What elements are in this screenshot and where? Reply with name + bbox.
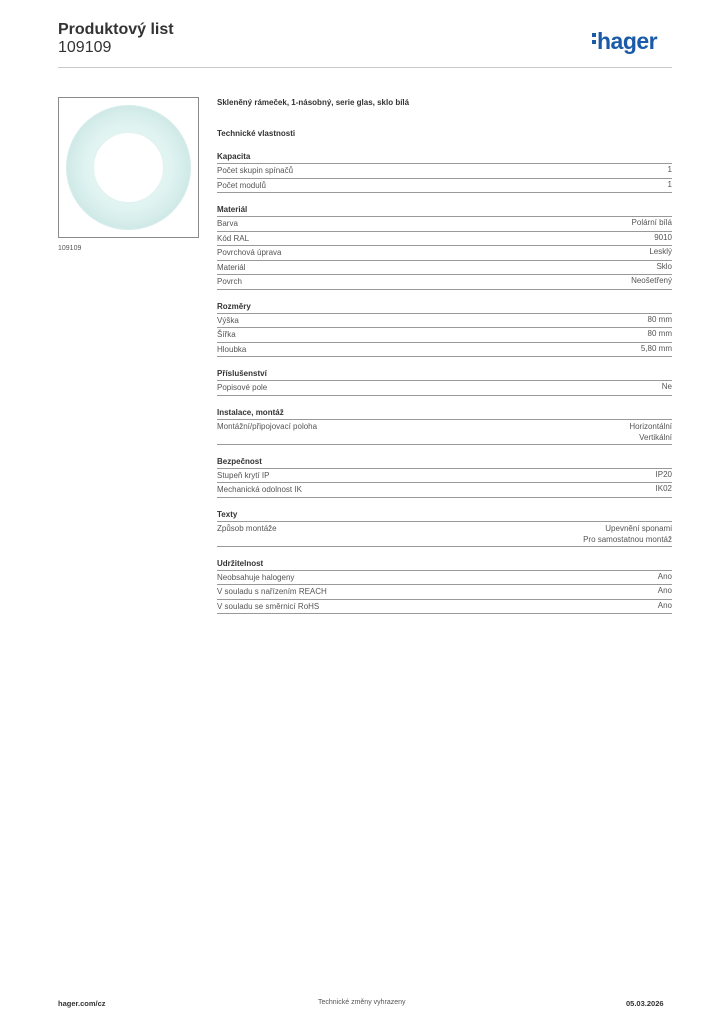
spec-row xyxy=(217,179,672,194)
section-title: Příslušenství xyxy=(217,368,672,381)
spec-value-line: Ano xyxy=(657,571,672,581)
spec-row xyxy=(217,571,672,586)
spec-label: Způsob montáže xyxy=(217,523,277,533)
spec-label: Počet skupin spínačů xyxy=(217,166,294,175)
spec-value xyxy=(632,217,672,231)
spec-label: Hloubka xyxy=(217,344,247,354)
spec-label: V souladu s nařízením REACH xyxy=(217,587,327,596)
spec-row xyxy=(217,522,672,547)
spec-value xyxy=(656,483,672,497)
spec-value-line: Horizontální xyxy=(629,421,672,431)
spec-value xyxy=(648,314,672,328)
hager-logo xyxy=(592,28,657,55)
section-title: Materiál xyxy=(217,204,672,217)
spec-value xyxy=(649,246,672,260)
spec-value-line: 9010 xyxy=(654,232,672,242)
section-title: Rozměry xyxy=(217,301,672,314)
spec-label: Počet modulů xyxy=(217,180,266,190)
spec-value-line: Neošetřený xyxy=(631,276,672,285)
section-title: Udržitelnost xyxy=(217,558,672,571)
spec-label: Šířka xyxy=(217,330,236,339)
spec-row xyxy=(217,232,672,247)
spec-label: Povrch xyxy=(217,277,242,286)
spec-value-line: 1 xyxy=(667,165,672,174)
spec-value-line: Ano xyxy=(657,586,672,595)
spec-row xyxy=(217,275,672,290)
spec-section xyxy=(217,558,672,615)
spec-value-line: 80 mm xyxy=(647,314,672,324)
section-title: Texty xyxy=(217,509,672,522)
spec-value-line: 5,80 mm xyxy=(640,343,672,353)
spec-value xyxy=(668,179,672,193)
spec-section xyxy=(217,456,672,498)
spec-value xyxy=(658,600,672,614)
spec-label: Barva xyxy=(217,219,238,228)
footer-disclaimer: Technické změny vyhrazeny xyxy=(318,999,406,1006)
logo-dots-icon xyxy=(592,33,596,47)
spec-value-line: Upevnění sponami xyxy=(605,523,672,533)
footer-website[interactable]: hager.com/cz xyxy=(58,999,106,1008)
spec-label: Neobsahuje halogeny xyxy=(217,572,295,582)
spec-section xyxy=(217,301,672,358)
spec-label: V souladu se směrnicí RoHS xyxy=(217,601,320,611)
spec-label: Kód RAL xyxy=(217,233,250,243)
tech-properties-title: Technické vlastnosti xyxy=(217,129,296,138)
spec-value-line: Vertikální xyxy=(639,432,672,442)
product-image xyxy=(58,97,199,238)
spec-value xyxy=(656,261,672,275)
document-code: 109109 xyxy=(58,39,112,56)
spec-row xyxy=(217,420,672,445)
image-caption: 109109 xyxy=(58,245,82,252)
spec-value xyxy=(654,232,672,246)
spec-section xyxy=(217,407,672,445)
document-title: Produktový list xyxy=(58,21,174,38)
spec-section xyxy=(217,151,672,193)
spec-value xyxy=(658,571,672,585)
spec-value-line: Polární bílá xyxy=(631,218,672,227)
product-title: Skleněný rámeček, 1-násobný, serie glas, sklo bílá xyxy=(217,98,410,107)
spec-row xyxy=(217,328,672,343)
spec-value xyxy=(656,469,672,483)
spec-value-line: Ano xyxy=(657,600,672,610)
spec-value-line: Ne xyxy=(661,382,672,391)
spec-row xyxy=(217,469,672,484)
spec-label: Montážní/připojovací poloha xyxy=(217,421,318,431)
spec-label: Materiál xyxy=(217,262,246,272)
spec-content xyxy=(217,96,672,614)
spec-label: Popisové pole xyxy=(217,383,268,392)
spec-label: Stupeň krytí IP xyxy=(217,470,270,480)
spec-label: Povrchová úprava xyxy=(217,248,282,257)
spec-value-line: IK02 xyxy=(655,484,672,493)
spec-row xyxy=(217,217,672,232)
spec-row xyxy=(217,600,672,615)
spec-section xyxy=(217,368,672,396)
spec-value xyxy=(658,585,672,599)
spec-value-line: IP20 xyxy=(655,469,672,479)
spec-row xyxy=(217,164,672,179)
spec-value-line: Lesklý xyxy=(649,247,672,256)
spec-row xyxy=(217,483,672,498)
spec-value xyxy=(648,328,672,342)
spec-value xyxy=(583,523,672,545)
spec-value xyxy=(641,343,672,357)
spec-row xyxy=(217,585,672,600)
spec-row xyxy=(217,381,672,396)
section-title: Instalace, montáž xyxy=(217,407,672,420)
spec-section xyxy=(217,509,672,547)
spec-sections xyxy=(217,151,672,614)
spec-row xyxy=(217,261,672,276)
spec-label: Mechanická odolnost IK xyxy=(217,485,302,494)
section-title: Bezpečnost xyxy=(217,456,672,469)
glass-frame-ring-icon xyxy=(59,98,198,237)
spec-row xyxy=(217,343,672,358)
spec-value xyxy=(629,421,672,443)
spec-value-line: Sklo xyxy=(656,261,672,271)
spec-value-line: Pro samostatnou montáž xyxy=(583,534,672,544)
footer-date: 05.03.2026 xyxy=(626,999,664,1008)
section-title: Kapacita xyxy=(217,151,672,164)
spec-value-line: 1 xyxy=(667,179,672,189)
header-divider xyxy=(58,67,672,68)
spec-value xyxy=(662,381,672,395)
spec-row xyxy=(217,314,672,329)
spec-value xyxy=(668,164,672,178)
spec-value xyxy=(631,275,672,289)
spec-value-line: 80 mm xyxy=(647,329,672,338)
spec-section xyxy=(217,204,672,290)
logo-text: hager xyxy=(597,28,658,54)
spec-label: Výška xyxy=(217,315,239,325)
spec-row xyxy=(217,246,672,261)
